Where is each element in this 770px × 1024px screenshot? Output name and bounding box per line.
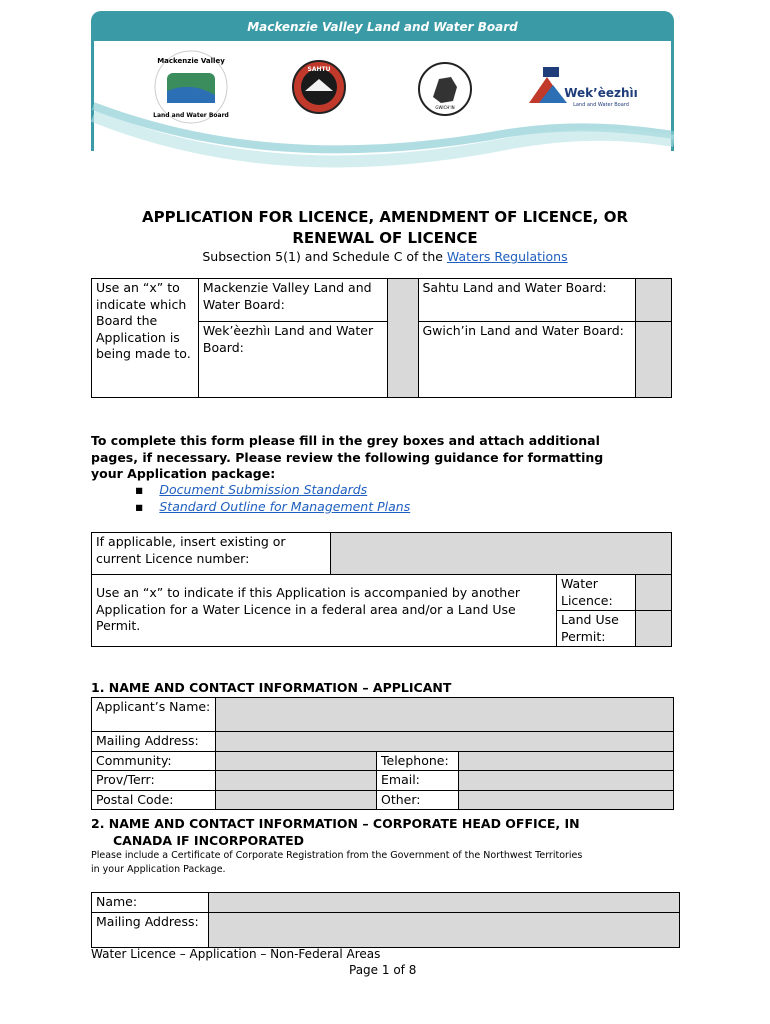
bullet-icon: ▪ <box>135 482 160 497</box>
bullet-item <box>135 482 410 499</box>
svg-text:Land and Water Board: Land and Water Board <box>153 112 229 119</box>
svg-text:SAHTU: SAHTU <box>307 66 331 73</box>
corporate-name-label: Name: <box>92 893 209 913</box>
bullet-icon: ▪ <box>135 498 160 514</box>
wekeezhii-logo <box>529 67 638 108</box>
accompanied-label: Use an “x” to indicate if this Application is accompanied by another Application for a Water Licence in a federal area and/or a Land Use Permit. <box>92 575 557 647</box>
document-title <box>60 207 710 249</box>
land-use-label: Land Use Permit: <box>557 611 636 647</box>
note-line-1: To complete this form please fill in the grey boxes and attach additional <box>91 433 600 448</box>
subtitle <box>60 249 710 264</box>
sahtu-logo <box>293 61 345 113</box>
sahtu-label: Sahtu Land and Water Board: <box>418 279 636 322</box>
page-number: Page 1 of 8 <box>349 963 417 977</box>
postal-code-input[interactable] <box>216 790 377 810</box>
document-submission-standards-link[interactable]: Document Submission Standards <box>159 482 368 497</box>
telephone-input[interactable] <box>459 751 674 771</box>
corporate-mailing-label: Mailing Address: <box>92 912 209 947</box>
title-line-1: APPLICATION FOR LICENCE, AMENDMENT OF LICENCE, OR <box>141 208 629 226</box>
section-2-heading-line-1: 2. NAME AND CONTACT INFORMATION – CORPORATE HEAD OFFICE, IN <box>91 816 580 831</box>
corporate-name-input[interactable] <box>209 893 680 913</box>
postal-code-label: Postal Code: <box>92 790 216 810</box>
applicant-name-label: Applicant’s Name: <box>92 698 216 732</box>
gwichin-logo <box>419 63 471 115</box>
mvlwb-label: Mackenzie Valley Land and Water Board: <box>198 279 387 322</box>
subtitle-text: Subsection 5(1) and Schedule C of the <box>202 249 447 264</box>
svg-text:Land and Water Board: Land and Water Board <box>573 102 629 108</box>
wekeezhii-label: Wek’èezhìı Land and Water Board: <box>198 322 387 398</box>
mailing-address-label: Mailing Address: <box>92 732 216 752</box>
corporate-table <box>91 892 680 948</box>
banner-graphics <box>91 11 674 176</box>
waters-regulations-link[interactable]: Waters Regulations <box>446 249 568 264</box>
land-use-checkbox[interactable] <box>636 611 672 647</box>
board-selection-table <box>91 278 672 398</box>
telephone-label: Telephone: <box>377 751 459 771</box>
banner-title: Mackenzie Valley Land and Water Board <box>91 11 674 41</box>
note-line-3: your Application package: <box>91 466 276 481</box>
standard-outline-link[interactable]: Standard Outline for Management Plans <box>159 498 411 514</box>
gwichin-checkbox[interactable] <box>636 322 672 398</box>
svg-text:Mackenzie Valley: Mackenzie Valley <box>157 57 225 65</box>
section-2-note <box>91 849 691 877</box>
community-input[interactable] <box>216 751 377 771</box>
water-licence-checkbox[interactable] <box>636 575 672 611</box>
guidance-links <box>135 482 410 515</box>
gwichin-label: Gwich’in Land and Water Board: <box>418 322 636 398</box>
note-line-2: pages, if necessary. Please review the following guidance for formatting <box>91 449 604 465</box>
section-2-heading <box>91 816 580 849</box>
licence-table <box>91 532 672 647</box>
community-label: Community: <box>92 751 216 771</box>
email-input[interactable] <box>459 771 674 791</box>
email-label: Email: <box>377 771 459 791</box>
instructions-note <box>91 433 691 483</box>
prov-terr-label: Prov/Terr: <box>92 771 216 791</box>
sahtu-checkbox[interactable] <box>636 279 672 322</box>
mvlwb-checkbox[interactable] <box>387 279 418 398</box>
svg-text:GWICH'IN: GWICH'IN <box>435 105 455 110</box>
mvlwb-logo <box>153 51 229 123</box>
section-2-note-line-2: in your Application Package. <box>91 864 226 875</box>
other-label: Other: <box>377 790 459 810</box>
bullet-item <box>135 499 410 516</box>
existing-licence-input[interactable] <box>331 533 672 575</box>
header-banner <box>91 11 674 176</box>
board-instruction: Use an “x” to indicate which Board the Application is being made to. <box>92 279 199 398</box>
other-input[interactable] <box>459 790 674 810</box>
mailing-address-input[interactable] <box>216 732 674 752</box>
title-line-2: RENEWAL OF LICENCE <box>292 229 478 247</box>
svg-text:Wek’èezhìı: Wek’èezhìı <box>564 86 638 100</box>
applicant-table <box>91 697 674 810</box>
existing-licence-label: If applicable, insert existing or current Licence number: <box>92 533 331 575</box>
water-licence-label: Water Licence: <box>557 575 636 611</box>
applicant-name-input[interactable] <box>216 698 674 732</box>
section-1-heading: 1. NAME AND CONTACT INFORMATION – APPLICANT <box>91 680 452 695</box>
corporate-mailing-input[interactable] <box>209 912 680 947</box>
prov-terr-input[interactable] <box>216 771 377 791</box>
section-2-note-line-1: Please include a Certificate of Corporate Registration from the Government of the Northwest Territories <box>91 850 583 861</box>
footer-doc-title: Water Licence – Application – Non-Federal Areas <box>91 947 381 961</box>
section-2-heading-line-2: CANADA IF INCORPORATED <box>113 832 305 848</box>
